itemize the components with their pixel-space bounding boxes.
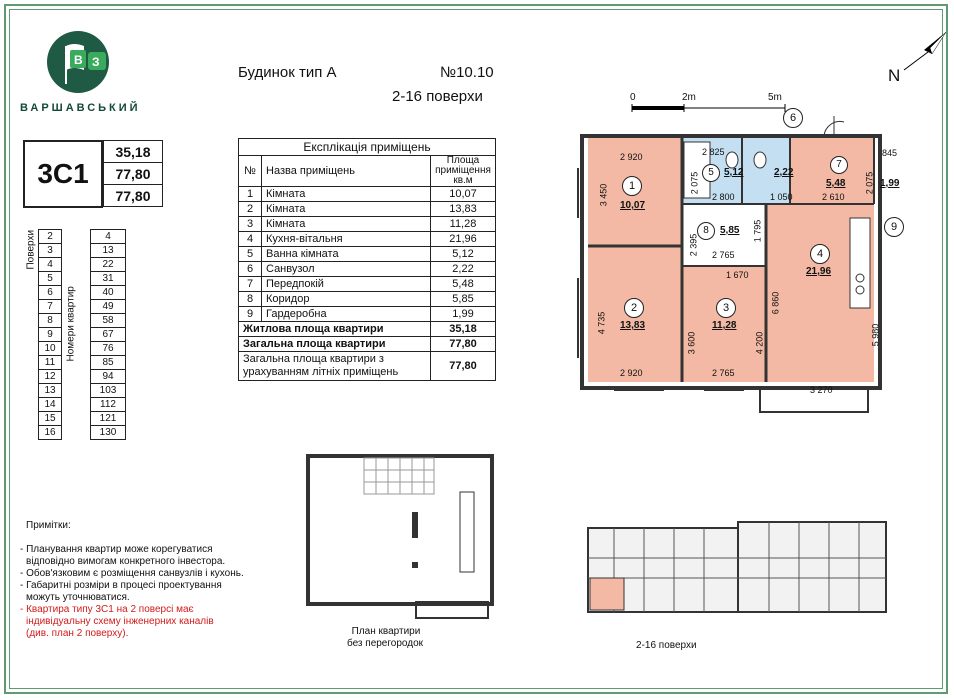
row-no: 5 [239, 247, 262, 262]
row-name: Гардеробна [262, 307, 431, 322]
sheet-number: №10.10 [440, 64, 494, 81]
dim-10: 2 395 [688, 233, 699, 257]
house-type: Будинок тип А [238, 64, 337, 81]
apt-number: 13 [91, 244, 126, 258]
dim-16: 4 200 [754, 331, 765, 355]
floor-row [39, 272, 126, 286]
apt-number: 112 [91, 398, 126, 412]
svg-text:З: З [92, 55, 100, 69]
room-4-number: 4 [810, 244, 830, 264]
row-no: 4 [239, 232, 262, 247]
row-no: 9 [239, 307, 262, 322]
floor-number: 5 [39, 272, 62, 286]
apt-number: 40 [91, 286, 126, 300]
floors-range: 2-16 поверхи [392, 88, 483, 105]
dim-8: 2 075 [864, 171, 875, 195]
dim-7: 2 075 [689, 171, 700, 195]
room-1-area: 10,07 [620, 200, 646, 211]
dim-18: 5 980 [870, 323, 881, 347]
dim-21: 3 270 [810, 385, 833, 395]
room-7-number: 7 [830, 156, 848, 174]
total-living: Житлова площа квартири [239, 322, 431, 337]
note-1-line-2: відповідно вимогам конкретного інвестора. [26, 556, 226, 567]
apt-number: 4 [91, 230, 126, 244]
floor-number: 8 [39, 314, 62, 328]
total-summer-value: 77,80 [431, 352, 496, 381]
row-area: 13,83 [431, 202, 496, 217]
logo-icon [44, 26, 124, 98]
svg-text:В: В [74, 53, 83, 67]
apt-number: 130 [91, 426, 126, 440]
apt-number: 94 [91, 370, 126, 384]
total-living-value: 35,18 [431, 322, 496, 337]
dim-9: 3 450 [598, 183, 609, 207]
col-name: Назва приміщень [262, 156, 431, 187]
dim-20: 2 765 [712, 368, 735, 378]
note-red-line-2: індивідуальну схему інженерних каналів [26, 616, 214, 627]
floor-number: 7 [39, 300, 62, 314]
explication-row [239, 307, 496, 322]
room-6-area: 2,22 [774, 167, 794, 178]
floors-label: Поверхи [25, 229, 37, 270]
row-area: 1,99 [431, 307, 496, 322]
dim-19: 2 920 [620, 368, 643, 378]
north-label: N [888, 66, 901, 85]
empty-plan [304, 452, 504, 622]
apt-number: 67 [91, 328, 126, 342]
floor-row [39, 356, 126, 370]
floor-row [39, 370, 126, 384]
room-6-number: 6 [783, 108, 803, 128]
dim-17: 6 860 [770, 291, 781, 315]
row-no: 2 [239, 202, 262, 217]
scale-5m: 5m [768, 92, 782, 103]
floor-number: 4 [39, 258, 62, 272]
row-name: Кімната [262, 187, 431, 202]
apt-number: 58 [91, 314, 126, 328]
floor-row [39, 398, 126, 412]
floor-number: 15 [39, 412, 62, 426]
explication-table [238, 138, 496, 381]
dim-13: 1 670 [726, 270, 749, 280]
apt-number: 49 [91, 300, 126, 314]
row-no: 7 [239, 277, 262, 292]
floor-row [39, 314, 126, 328]
apt-number: 85 [91, 356, 126, 370]
brand-name: ВАРШАВСЬКИЙ [20, 102, 141, 114]
room-4-area: 21,96 [806, 266, 832, 277]
note-3-line-1: - Габаритні розміри в процесі проектування [20, 580, 222, 591]
floor-row [39, 244, 126, 258]
row-name: Кухня-вітальня [262, 232, 431, 247]
explication-row [239, 202, 496, 217]
row-name: Передпокій [262, 277, 431, 292]
dim-3: 2 800 [712, 192, 735, 202]
floor-number: 9 [39, 328, 62, 342]
empty-plan-caption-2: без перегородок [346, 638, 424, 649]
explication-row [239, 232, 496, 247]
note-3-line-2: можуть уточнюватися. [26, 592, 130, 603]
apartment-areas [103, 140, 163, 207]
floor-number: 12 [39, 370, 62, 384]
row-area: 5,48 [431, 277, 496, 292]
floor-row [39, 426, 126, 440]
row-name: Санвузол [262, 262, 431, 277]
living-area: 35,18 [104, 141, 163, 163]
apt-number: 76 [91, 342, 126, 356]
floor-row [39, 412, 126, 426]
row-name: Ванна кімната [262, 247, 431, 262]
row-area: 5,12 [431, 247, 496, 262]
apt-number: 22 [91, 258, 126, 272]
floors-table [38, 229, 126, 440]
room-7-area: 5,48 [826, 178, 846, 189]
floor-row [39, 286, 126, 300]
floor-number: 10 [39, 342, 62, 356]
col-area: Площа приміщення кв.м [431, 156, 496, 187]
apt-number: 121 [91, 412, 126, 426]
room-2-number: 2 [624, 298, 644, 318]
apt-number: 103 [91, 384, 126, 398]
floor-number: 14 [39, 398, 62, 412]
total-area-value: 77,80 [431, 337, 496, 352]
row-no: 3 [239, 217, 262, 232]
explication-title: Експлікація приміщень [239, 139, 496, 156]
empty-plan-caption-1: План квартири [351, 626, 421, 637]
note-2-line-1: - Обов'язковим є розміщення санвузлів і кухонь. [20, 568, 244, 579]
explication-row [239, 217, 496, 232]
room-2-area: 13,83 [620, 320, 646, 331]
room-9-number: 9 [884, 217, 904, 237]
apt-numbers-label: Номери квартир [65, 286, 77, 362]
dim-11: 1 795 [752, 219, 763, 243]
note-red-line-3: (див. план 2 поверху). [26, 628, 129, 639]
floor-number: 2 [39, 230, 62, 244]
note-red-line-1: - Квартира типу 3С1 на 2 поверсі має [20, 604, 194, 615]
row-no: 6 [239, 262, 262, 277]
row-area: 11,28 [431, 217, 496, 232]
apt-number: 31 [91, 272, 126, 286]
room-3-area: 11,28 [712, 320, 737, 331]
room-3-number: 3 [716, 298, 736, 318]
scale-2m: 2m [682, 92, 696, 103]
floor-number: 16 [39, 426, 62, 440]
col-no: № [239, 156, 262, 187]
floor-number: 6 [39, 286, 62, 300]
dim-5: 2 610 [822, 192, 845, 202]
building-floor-plan [584, 518, 890, 618]
explication-row [239, 277, 496, 292]
apartment-code: 3С1 [23, 140, 103, 208]
dim-14: 4 735 [596, 311, 607, 335]
row-name: Коридор [262, 292, 431, 307]
dim-15: 3 600 [686, 331, 697, 355]
dim-4: 1 050 [770, 192, 793, 202]
total-area-row: Загальна площа квартири [239, 337, 431, 352]
scale-0: 0 [630, 92, 636, 103]
floor-number: 3 [39, 244, 62, 258]
row-area: 21,96 [431, 232, 496, 247]
floor-row [39, 384, 126, 398]
floor-number: 13 [39, 384, 62, 398]
row-area: 10,07 [431, 187, 496, 202]
total-summer-row: Загальна площа квартири з урахуванням літніх приміщень [239, 352, 431, 381]
floor-row [39, 300, 126, 314]
room-1-number: 1 [622, 176, 642, 196]
floor-plan-caption: 2-16 поверхи [636, 640, 697, 651]
floor-row [39, 328, 126, 342]
dim-6: 845 [882, 148, 898, 158]
row-no: 1 [239, 187, 262, 202]
dim-2: 2 825 [702, 147, 725, 157]
row-name: Кімната [262, 217, 431, 232]
room-8-area: 5,85 [720, 225, 740, 236]
floor-number: 11 [39, 356, 62, 370]
explication-row [239, 262, 496, 277]
row-name: Кімната [262, 202, 431, 217]
dim-12: 2 765 [712, 250, 735, 260]
room-5-area: 5,12 [724, 167, 744, 178]
explication-row [239, 247, 496, 262]
dim-1: 2 920 [620, 152, 643, 162]
room-8-number: 8 [697, 222, 715, 240]
total-area-summer: 77,80 [104, 185, 163, 207]
total-area: 77,80 [104, 163, 163, 185]
explication-row [239, 187, 496, 202]
explication-row [239, 292, 496, 307]
notes-title: Примітки: [26, 520, 71, 531]
room-5-number: 5 [702, 164, 720, 182]
floor-row [39, 342, 126, 356]
notes [20, 520, 280, 640]
row-area: 2,22 [431, 262, 496, 277]
floor-row [39, 258, 126, 272]
north-arrow-icon [900, 30, 950, 75]
row-area: 5,85 [431, 292, 496, 307]
note-1-line-1: - Планування квартир може корегуватися [20, 544, 213, 555]
logo [44, 26, 124, 103]
floor-row [39, 230, 126, 244]
room-9-area: 1,99 [880, 178, 900, 189]
row-no: 8 [239, 292, 262, 307]
